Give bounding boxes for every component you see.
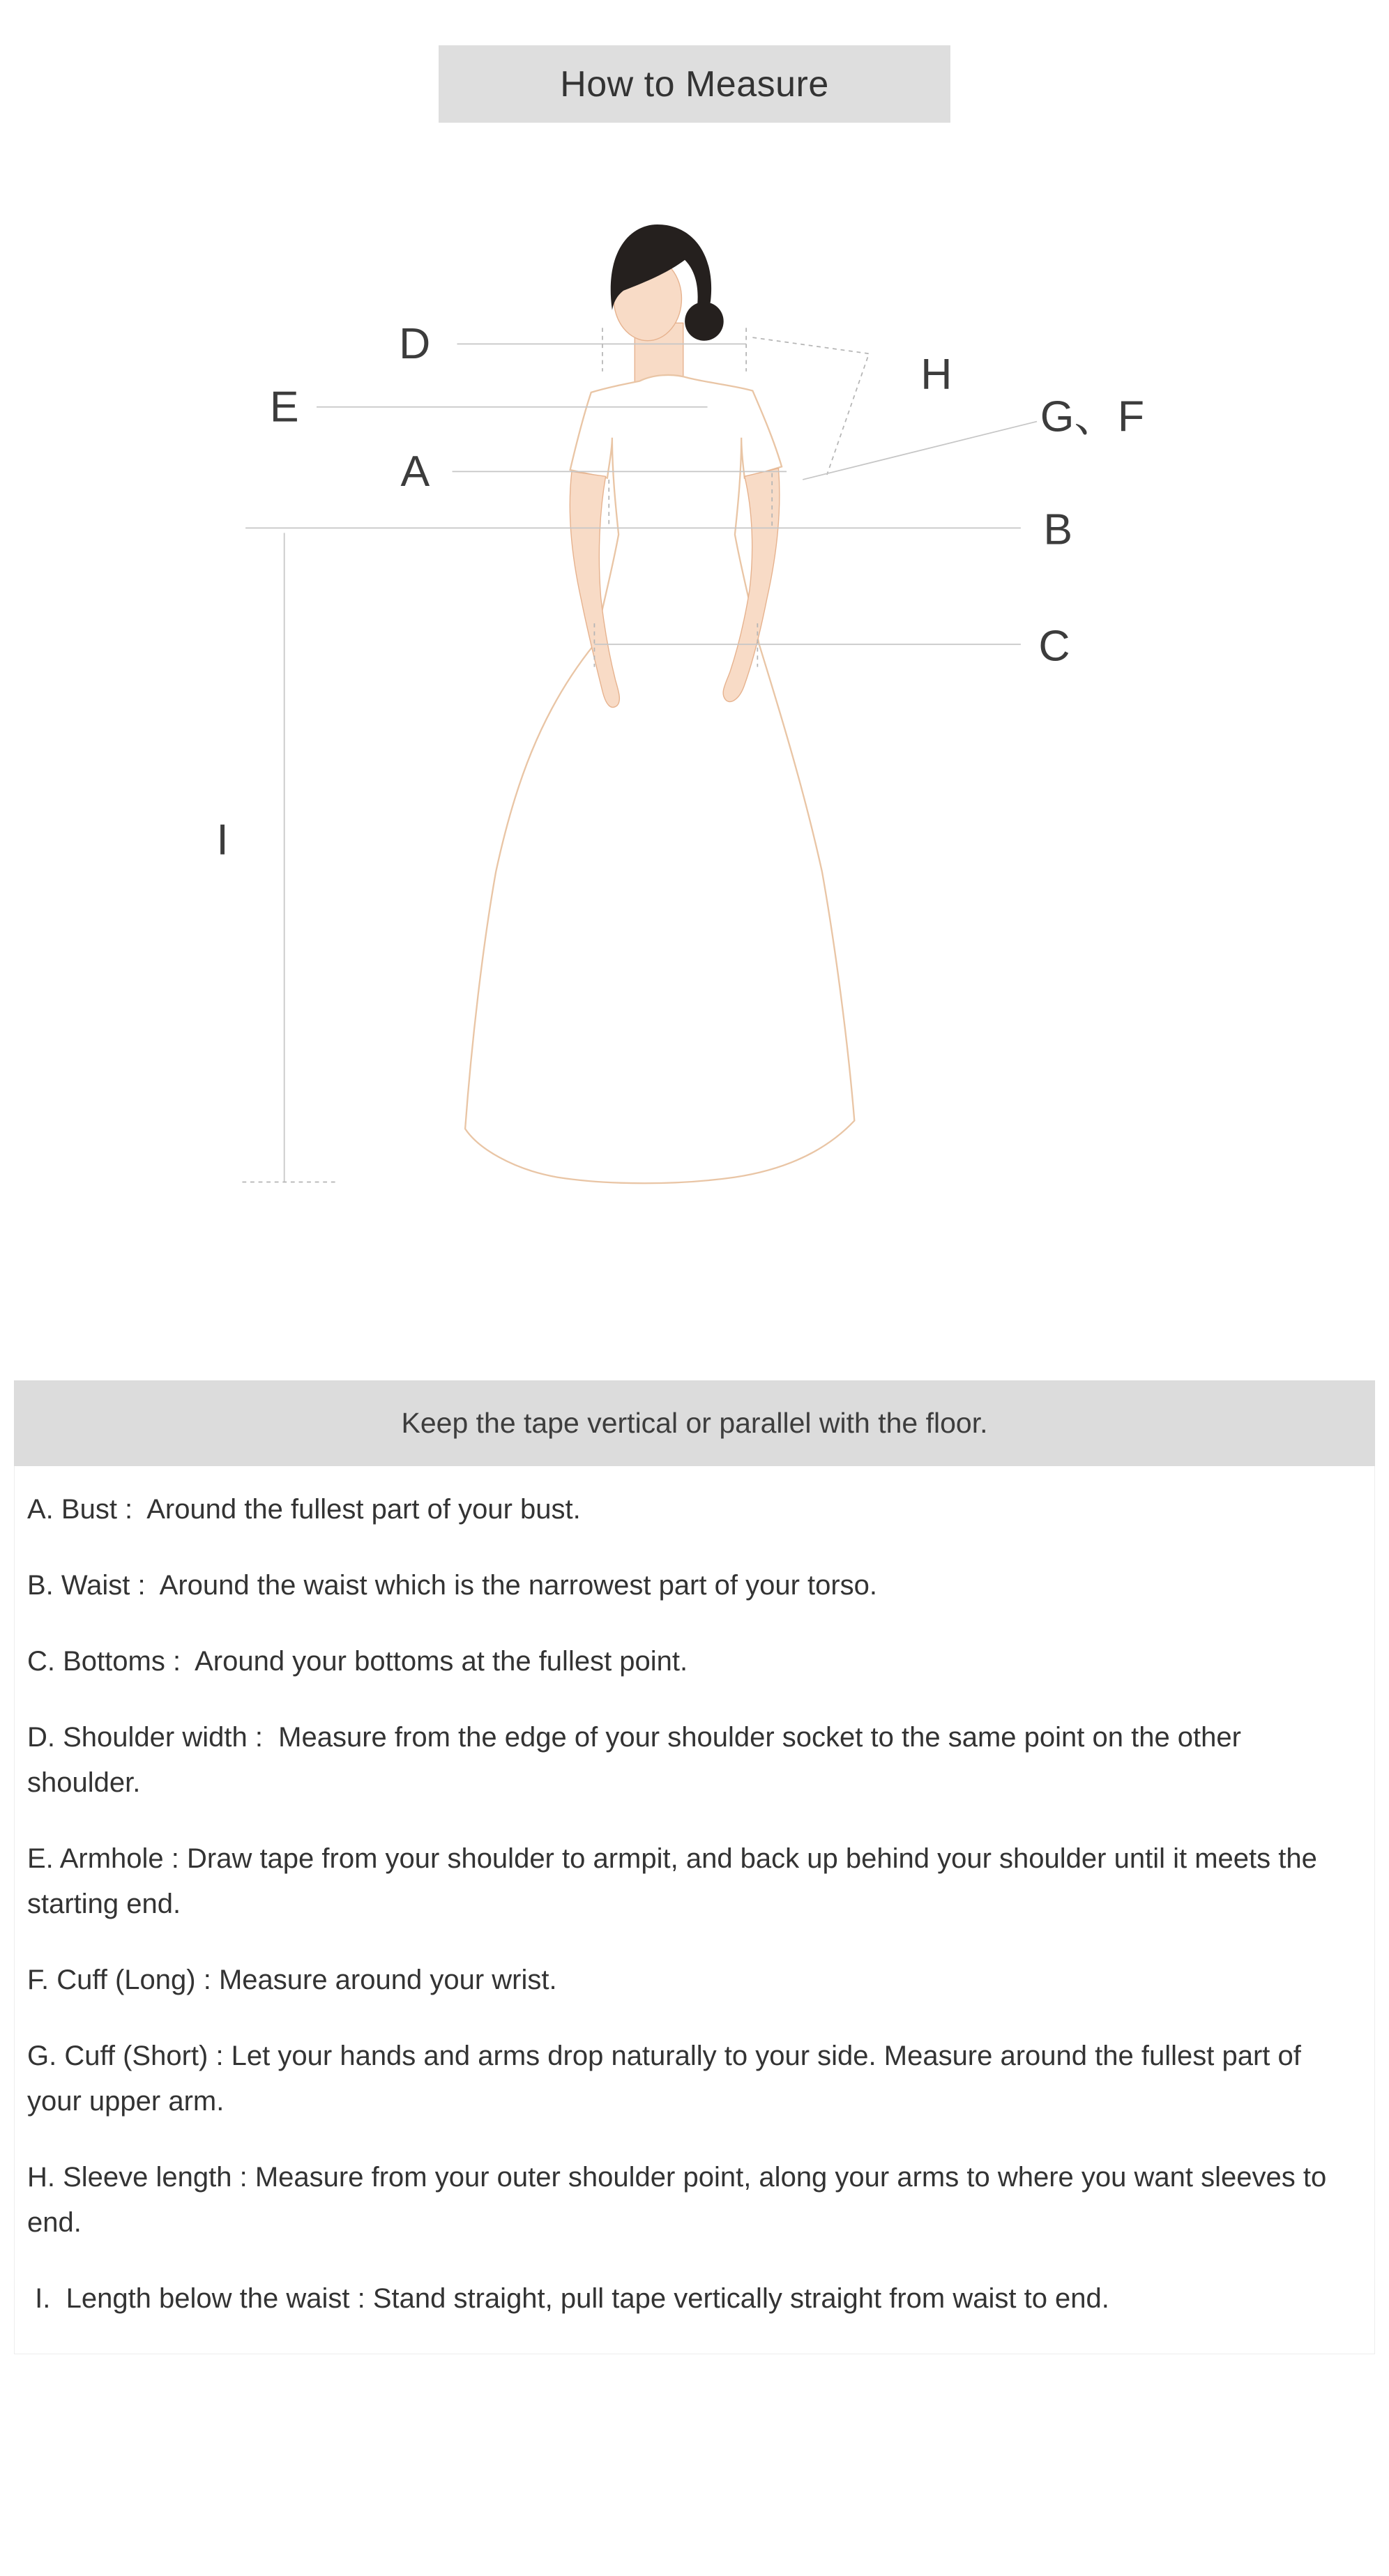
- label-a: A: [400, 447, 430, 496]
- hair-bun: [685, 302, 724, 341]
- label-i: I: [216, 815, 229, 864]
- label-h: H: [920, 350, 952, 399]
- instruction-item-sleeve-length: H. Sleeve length : Measure from your outer shoulder point, along your arms to where you want sleeves to end.: [27, 2162, 1335, 2238]
- measure-line-gf: [803, 422, 1037, 480]
- instruction-item-shoulder-width: D. Shoulder width : Measure from the edge of your shoulder socket to the same point on the other shoulder.: [27, 1722, 1250, 1798]
- label-b: B: [1043, 505, 1073, 554]
- label-e: E: [269, 382, 299, 432]
- woman-figure: [465, 224, 854, 1183]
- instructions-section: [14, 1380, 1375, 2354]
- instruction-item-waist: B. Waist : Around the waist which is the narrowest part of your torso.: [27, 1570, 878, 1601]
- label-gf: G、F: [1040, 392, 1145, 441]
- dress: [465, 375, 854, 1183]
- page-title: How to Measure: [560, 63, 829, 105]
- instruction-item-armhole: E. Armhole : Draw tape from your shoulder to armpit, and back up behind your shoulder until it meets the starting end.: [27, 1843, 1325, 1919]
- measurement-diagram: [0, 123, 1389, 1380]
- instructions-banner: Keep the tape vertical or parallel with the floor.: [14, 1380, 1375, 1466]
- instruction-item-cuff-short: G. Cuff (Short) : Let your hands and arms drop naturally to your side. Measure around the fullest part of your upper arm.: [27, 2041, 1309, 2117]
- instruction-item-length-below-waist: I. Length below the waist : Stand straight, pull tape vertically straight from waist to end.: [27, 2283, 1109, 2314]
- instruction-item-bottoms: C. Bottoms : Around your bottoms at the fullest point.: [27, 1646, 688, 1677]
- label-c: C: [1038, 621, 1070, 671]
- instructions-list: [14, 1466, 1375, 2354]
- instruction-item-cuff-long: F. Cuff (Long) : Measure around your wrist.: [27, 1965, 557, 1995]
- page-title-box: [439, 45, 950, 123]
- label-d: D: [399, 319, 431, 369]
- instruction-item-bust: A. Bust : Around the fullest part of your bust.: [27, 1494, 581, 1525]
